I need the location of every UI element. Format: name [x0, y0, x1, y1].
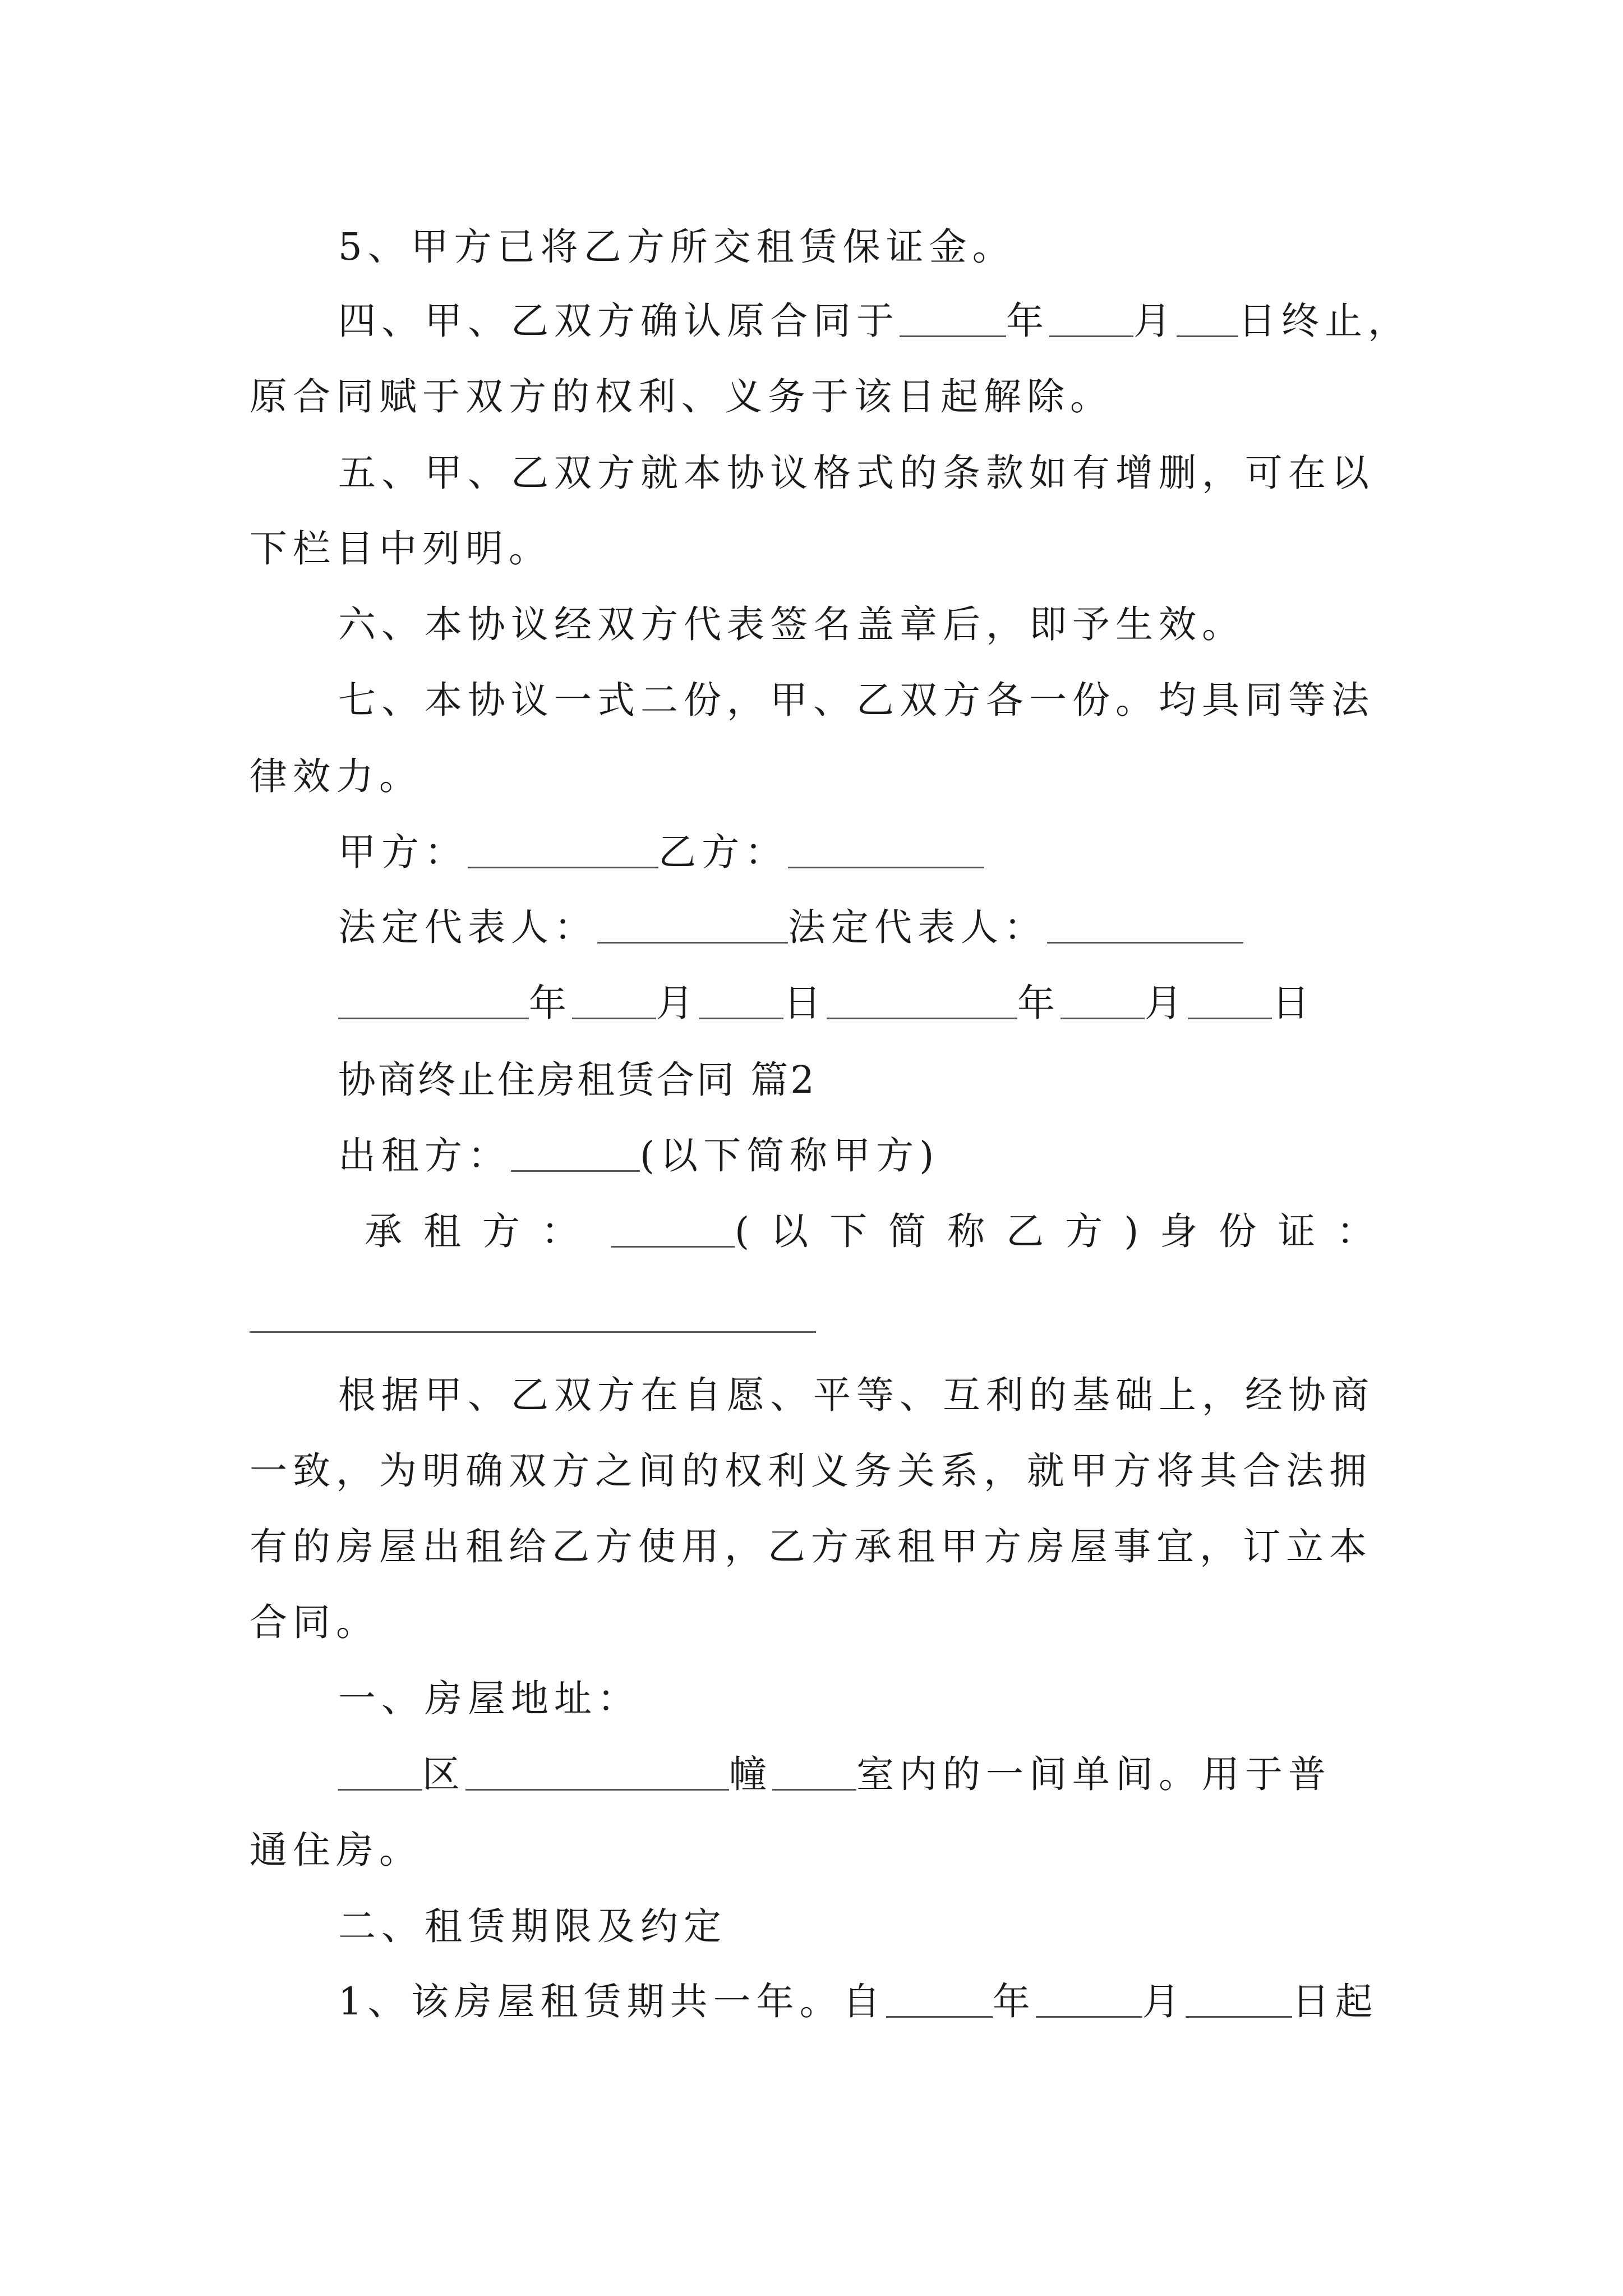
rep-a-blank	[597, 907, 788, 944]
address-cont	[250, 1825, 422, 1875]
term-day-blank	[1186, 1981, 1292, 2018]
party-a-blank	[468, 832, 658, 868]
rep-b-blank	[1047, 907, 1243, 944]
clause-4-cont-text: 原合同赋于双方的权利、义务于该日起解除。	[250, 375, 1113, 418]
lessor-note: (以下简称甲方)	[640, 1134, 940, 1177]
lessor-blank	[511, 1135, 640, 1172]
clause-5b	[338, 448, 1375, 498]
label-month: 月	[1133, 299, 1177, 343]
date-a-day: 日	[783, 981, 827, 1025]
party-b-label: 乙方：	[658, 830, 788, 874]
address-line	[338, 1749, 1331, 1800]
blank-month	[1049, 301, 1133, 337]
rep-a-label: 法定代表人：	[338, 905, 597, 949]
building-blank	[465, 1754, 729, 1791]
preamble-text-3: 有的房屋出租给乙方使用，乙方承租甲方房屋事宜，订立本	[250, 1525, 1372, 1568]
clause-five-text: 五、甲、乙双方就本协议格式的条款如有增删，可在以	[338, 451, 1375, 495]
section-2-title	[338, 1901, 727, 1952]
representative-line	[338, 902, 1243, 953]
term-month: 月	[1142, 1980, 1186, 2023]
clause-7	[338, 675, 1375, 725]
preamble-text-4: 合同。	[250, 1600, 379, 1644]
rep-b-label: 法定代表人：	[788, 905, 1047, 949]
lessee-label: 承租方：	[365, 1209, 600, 1253]
term-text: 1、该房屋租赁期共一年。自	[338, 1980, 886, 2023]
date-a-year-blank	[338, 983, 529, 1019]
clause-4-cont	[250, 371, 1113, 422]
lessee-note: (以下简称乙方)身份证：	[735, 1209, 1396, 1253]
term-line	[338, 1976, 1378, 2027]
date-b-month: 月	[1145, 981, 1188, 1025]
clause-4	[338, 296, 1411, 346]
district-label: 区	[422, 1752, 465, 1796]
clause-seven-text: 七、本协议一式二份，甲、乙双方各一份。均具同等法	[338, 678, 1375, 722]
preamble-line-2	[250, 1446, 1372, 1496]
clause-6	[338, 599, 1245, 650]
party-a-label: 甲方：	[338, 830, 468, 874]
section-heading	[338, 1055, 817, 1105]
room-text: 室内的一间单间。用于普	[856, 1752, 1331, 1796]
section-1-title	[338, 1673, 640, 1724]
preamble-line-3	[250, 1521, 1372, 1572]
clause-7-cont	[250, 751, 422, 802]
heading-text: 协商终止住房租赁合同 篇2	[338, 1058, 817, 1102]
address-cont-text: 通住房。	[250, 1828, 422, 1872]
date-b-day-blank	[1188, 983, 1272, 1019]
clause-5-text: 5、甲方已将乙方所交租赁保证金。	[338, 225, 1016, 269]
term-day-start: 日起	[1292, 1980, 1378, 2023]
term-year: 年	[992, 1980, 1036, 2023]
preamble-line-1	[338, 1370, 1375, 1420]
label-year: 年	[1006, 299, 1049, 343]
room-blank	[772, 1754, 856, 1791]
clause-5	[338, 222, 1016, 272]
blank-year	[900, 301, 1006, 337]
section-2-text: 二、租赁期限及约定	[338, 1904, 727, 1948]
date-a-day-blank	[699, 983, 783, 1019]
preamble-text-2: 一致，为明确双方之间的权利义务关系，就甲方将其合法拥	[250, 1449, 1372, 1493]
district-blank	[338, 1754, 422, 1791]
clause-4-text: 四、甲、乙双方确认原合同于	[338, 299, 900, 343]
label-day-end: 日终止，	[1238, 299, 1411, 343]
date-b-year-blank	[827, 983, 1017, 1019]
lessor-label: 出租方：	[338, 1134, 511, 1177]
preamble-line-4	[250, 1597, 379, 1648]
term-month-blank	[1036, 1981, 1142, 2018]
date-b-month-blank	[1061, 983, 1145, 1019]
lessee-blank	[611, 1211, 735, 1248]
clause-5b-cont	[250, 523, 552, 574]
date-b-day: 日	[1272, 981, 1315, 1025]
blank-day	[1177, 301, 1238, 337]
signature-line	[338, 827, 984, 877]
clause-seven-cont-text: 律效力。	[250, 754, 422, 798]
section-1-text: 一、房屋地址：	[338, 1677, 640, 1720]
date-a-year: 年	[529, 981, 572, 1025]
lessee-line	[365, 1206, 1395, 1257]
term-year-blank	[886, 1981, 993, 2018]
clause-six-text: 六、本协议经双方代表签名盖章后，即予生效。	[338, 602, 1245, 646]
id-number-blank	[250, 1331, 816, 1333]
preamble-text-1: 根据甲、乙双方在自愿、平等、互利的基础上，经协商	[338, 1373, 1375, 1417]
date-line	[338, 978, 1315, 1028]
party-b-blank	[788, 832, 984, 868]
date-b-year: 年	[1017, 981, 1061, 1025]
clause-five-cont-text: 下栏目中列明。	[250, 527, 552, 570]
building-label: 幢	[729, 1752, 772, 1796]
date-a-month-blank	[572, 983, 656, 1019]
lessor-line	[338, 1130, 939, 1181]
date-a-month: 月	[656, 981, 699, 1025]
